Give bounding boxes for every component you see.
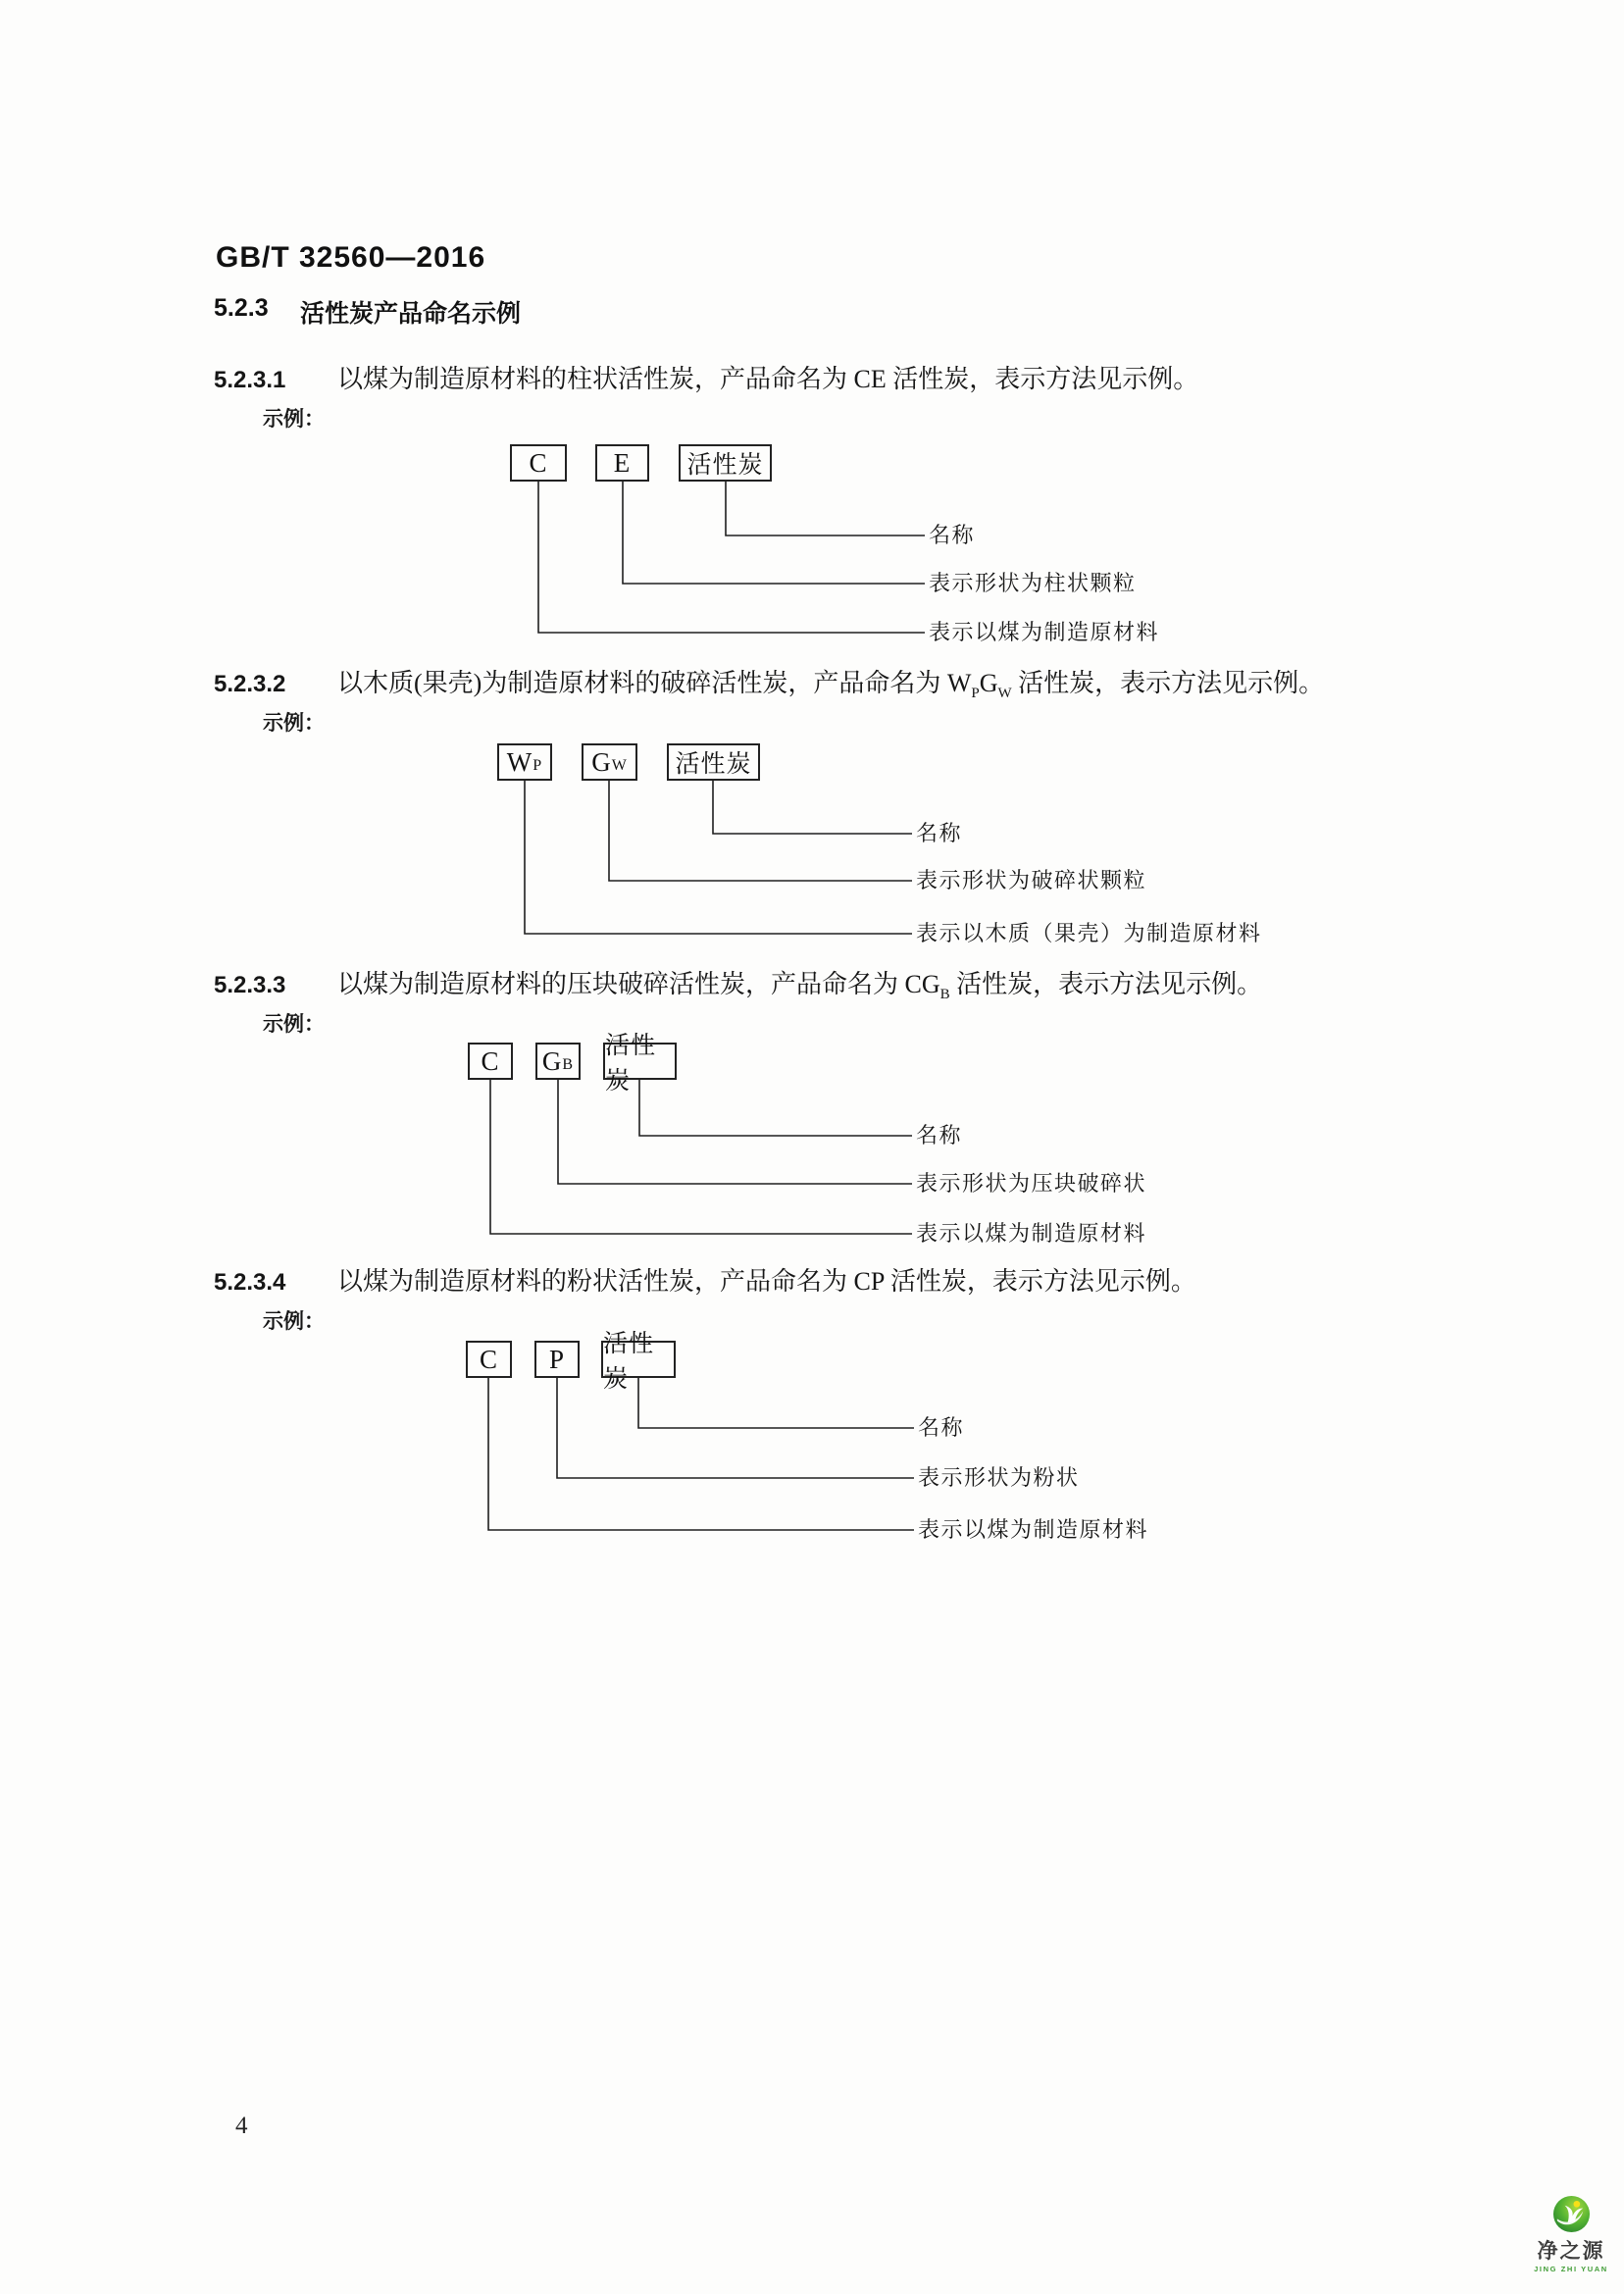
clause-subscript: B [939, 987, 950, 1003]
logo-name: 净之源 [1537, 2240, 1605, 2263]
box-text: 活性炭 [675, 751, 752, 778]
box-text: G [541, 1045, 563, 1076]
clause-5-2-3-1 [214, 359, 1198, 395]
standard-code: GB/T 32560—2016 [216, 241, 486, 274]
diagram-callout-label: 名称 [929, 523, 976, 547]
clause-subscript: W [997, 686, 1012, 702]
example-label: 示例： [263, 408, 325, 431]
diagram-callout-label: 表示以煤为制造原材料 [918, 1517, 1149, 1542]
box-text: W [506, 746, 533, 777]
clause-number: 5.2.3.3 [214, 972, 286, 998]
clause-text-part: 以煤为制造原材料的粉状活性炭，产品命名为 CP 活性炭，表示方法见示例。 [337, 1267, 1196, 1296]
clause-text [337, 663, 1325, 702]
diagram-callout-label: 表示以煤为制造原材料 [929, 620, 1160, 644]
clause-5-2-3-2 [214, 663, 1325, 702]
clause-5-2-3-4 [214, 1261, 1196, 1298]
diagram-callout-label: 表示形状为柱状颗粒 [929, 571, 1137, 595]
diagram-box: G B [535, 1043, 581, 1080]
clause-text [337, 1261, 1196, 1298]
example-label: 示例： [263, 712, 325, 735]
box-text: 活性炭 [686, 452, 764, 479]
diagram-box [466, 1341, 512, 1378]
diagram-box [679, 444, 772, 482]
box-text: E [613, 447, 632, 478]
diagram-box [595, 444, 649, 482]
box-text: P [548, 1344, 566, 1374]
logo-mark-icon [1552, 2195, 1591, 2233]
section-heading [214, 294, 521, 330]
diagram-callout-label: 表示以煤为制造原材料 [916, 1221, 1147, 1246]
clause-subscript: P [971, 686, 980, 702]
diagram-callout-label: 名称 [916, 1123, 963, 1147]
diagram-box [534, 1341, 580, 1378]
box-text: 活性炭 [605, 1033, 657, 1095]
clause-text-part: 以煤为制造原材料的柱状活性炭，产品命名为 CE 活性炭，表示方法见示例。 [337, 365, 1199, 393]
diagram-callout-label: 名称 [918, 1415, 965, 1440]
clause-text-part: 以木质(果壳)为制造原材料的破碎活性炭，产品命名为 W [337, 669, 972, 697]
clause-5-2-3-3 [214, 964, 1263, 1003]
diagram-box [601, 1331, 676, 1393]
clause-number: 5.2.3.4 [214, 1269, 286, 1296]
clause-text [337, 359, 1198, 395]
example-label: 示例： [263, 1013, 325, 1036]
diagram-box [603, 1033, 677, 1095]
clause-number: 5.2.3.1 [214, 367, 286, 393]
box-text: C [479, 1344, 498, 1374]
box-text: G [591, 746, 612, 777]
diagram-callout-label: 表示以木质（果壳）为制造原材料 [916, 921, 1262, 945]
diagram-callout-label: 表示形状为破碎状颗粒 [916, 868, 1147, 892]
box-text: 活性炭 [603, 1331, 655, 1393]
diagram-callout-label: 表示形状为压块破碎状 [916, 1171, 1147, 1196]
box-text: C [481, 1045, 500, 1076]
page-number: 4 [235, 2113, 248, 2139]
diagram-box [468, 1043, 513, 1080]
box-text: C [529, 447, 548, 478]
footer-logo [1530, 2195, 1612, 2273]
clause-text-part: 以煤为制造原材料的压块破碎活性炭，产品命名为 CG [337, 970, 940, 998]
diagram-box: W P [497, 743, 552, 781]
diagram-box [510, 444, 567, 482]
clause-text-part: 活性炭，表示方法见示例。 [1011, 669, 1325, 697]
clause-text-part: 活性炭，表示方法见示例。 [949, 970, 1263, 998]
clause-text-part: G [979, 669, 998, 697]
section-heading-number: 5.2.3 [214, 294, 269, 322]
diagram-callout-label: 表示形状为粉状 [918, 1465, 1080, 1490]
clause-text [337, 964, 1263, 1003]
section-heading-title: 活性炭产品命名示例 [300, 300, 522, 328]
diagram-box [667, 743, 760, 781]
clause-number: 5.2.3.2 [214, 671, 286, 697]
logo-name-en: JING ZHI YUAN [1534, 2265, 1608, 2273]
example-label: 示例： [263, 1310, 325, 1333]
diagram-callout-label: 名称 [916, 821, 963, 845]
diagram-box: G W [582, 743, 637, 781]
